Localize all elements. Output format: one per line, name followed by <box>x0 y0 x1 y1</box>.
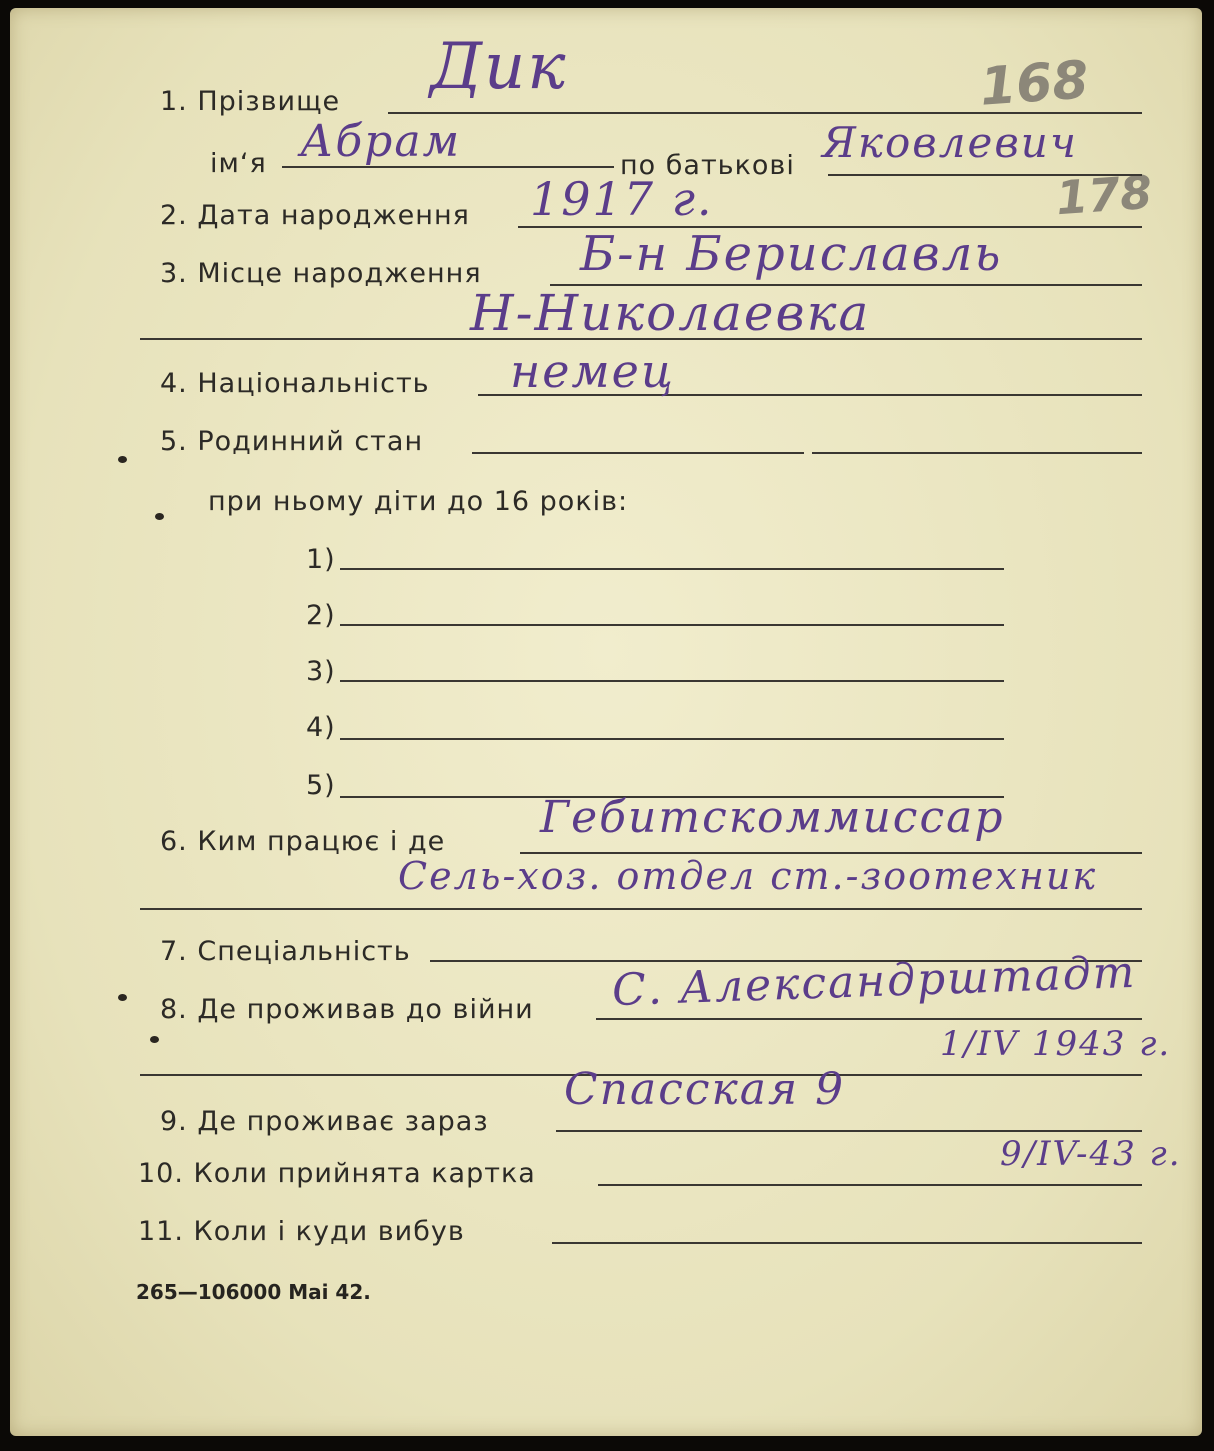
patronymic-line <box>828 174 1142 176</box>
child-5-label: 5) <box>306 770 336 801</box>
prewar-date-value: 1/IV 1943 г. <box>940 1024 1172 1064</box>
first-name-label: ім‘я <box>210 148 267 179</box>
punch-hole <box>118 994 127 1001</box>
patronymic-value: Яковлевич <box>822 118 1078 167</box>
work-value-2: Сель-хоз. отдел ст.-зоотехник <box>398 854 1098 898</box>
nationality-label: 4. Національність <box>160 368 430 399</box>
prewar-residence-label: 8. Де проживав до війни <box>160 994 534 1025</box>
current-residence-label: 9. Де проживає зараз <box>160 1106 489 1137</box>
speciality-label: 7. Спеціальність <box>160 936 411 967</box>
surname-value: Дик <box>430 30 568 104</box>
work-line-2 <box>140 908 1142 910</box>
surname-label: 1. Прізвище <box>160 86 341 117</box>
archive-number-second: 178 <box>1054 164 1154 226</box>
child-2-line <box>340 624 1004 626</box>
current-residence-value: Спасская 9 <box>564 1064 846 1115</box>
child-3-label: 3) <box>306 656 336 687</box>
birth-date-label: 2. Дата народження <box>160 200 470 231</box>
departed-label: 11. Коли і куди вибув <box>138 1216 465 1247</box>
punch-hole <box>118 456 127 463</box>
punch-hole <box>150 1036 159 1043</box>
card-accepted-line <box>598 1184 1142 1186</box>
first-name-value: Абрам <box>300 116 462 167</box>
card-accepted-label: 10. Коли прийнята картка <box>138 1158 536 1189</box>
marital-status-line-b <box>812 452 1142 454</box>
birth-date-value: 1917 г. <box>530 172 714 226</box>
work-value-1: Гебитскоммиссар <box>540 792 1005 843</box>
archive-number-top: 168 <box>978 50 1091 118</box>
birthplace-value-1: Б-н Бериславль <box>580 226 1003 282</box>
child-3-line <box>340 680 1004 682</box>
work-label: 6. Ким працює і де <box>160 826 446 857</box>
child-4-line <box>340 738 1004 740</box>
nationality-value: немец <box>510 344 675 398</box>
print-code: 265—106000 Mai 42. <box>136 1280 371 1304</box>
birthplace-value-2: Н-Николаевка <box>470 284 871 342</box>
surname-line <box>388 112 1142 114</box>
children-label: при ньому діти до 16 років: <box>208 486 629 517</box>
child-4-label: 4) <box>306 712 336 743</box>
registration-card <box>10 8 1202 1436</box>
punch-hole <box>155 513 164 520</box>
prewar-residence-value: С. Александрштадт <box>611 946 1138 1017</box>
child-2-label: 2) <box>306 600 336 631</box>
marital-status-label: 5. Родинний стан <box>160 426 424 457</box>
marital-status-line-a <box>472 452 804 454</box>
child-1-label: 1) <box>306 544 336 575</box>
departed-line <box>552 1242 1142 1244</box>
patronymic-label: по батькові <box>620 150 795 181</box>
prewar-residence-line <box>596 1018 1142 1020</box>
card-accepted-value: 9/IV-43 г. <box>1000 1134 1182 1174</box>
birthplace-label: 3. Місце народження <box>160 258 482 289</box>
current-residence-line <box>556 1130 1142 1132</box>
birthplace-line-2 <box>140 338 1142 340</box>
child-1-line <box>340 568 1004 570</box>
